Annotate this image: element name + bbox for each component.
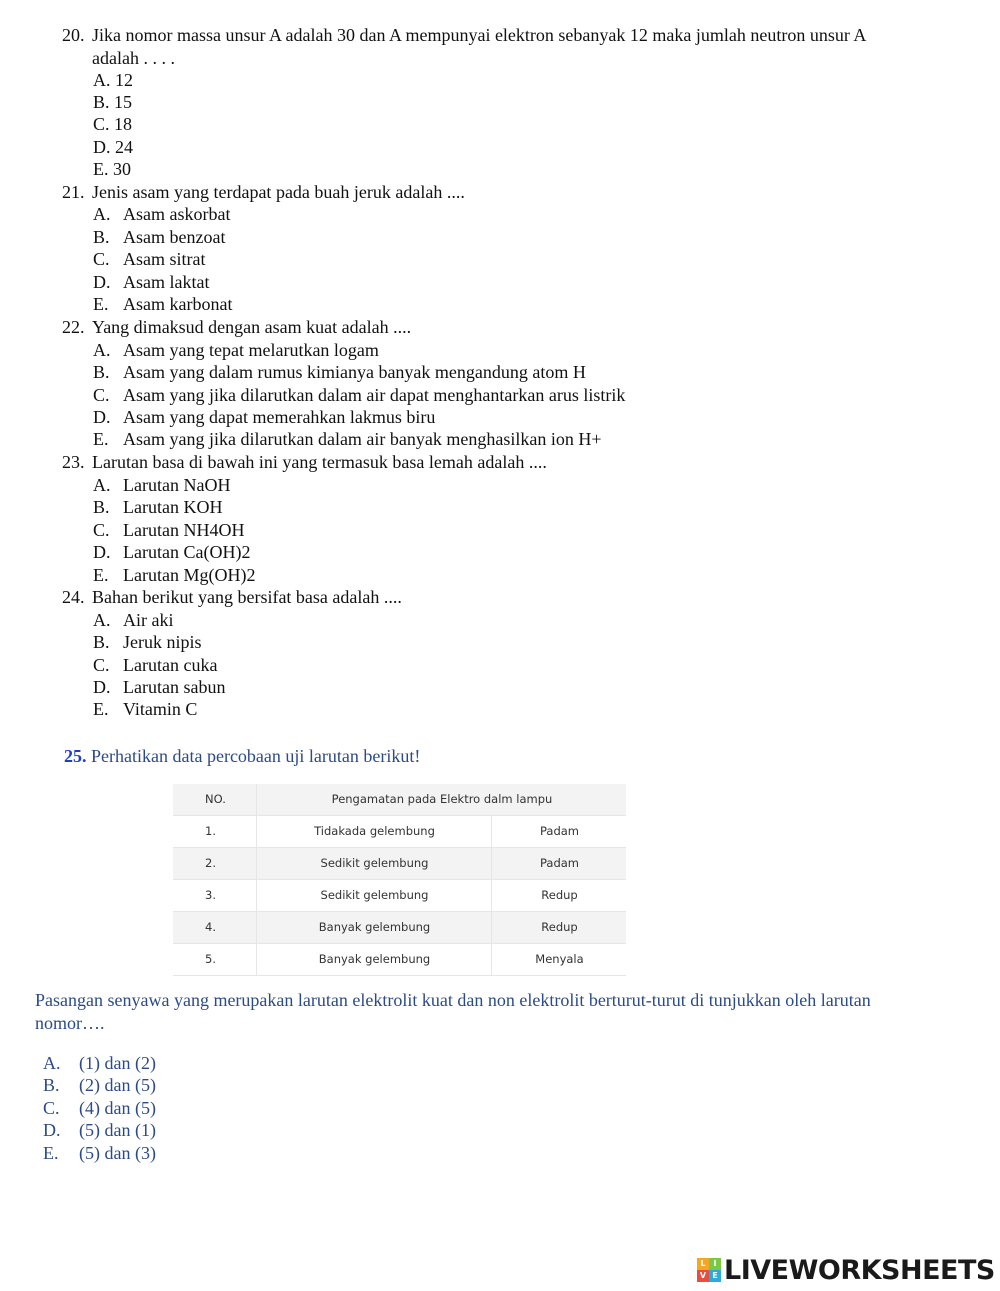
q20-text-cont: adalah . . . . bbox=[92, 48, 175, 68]
option-letter: E. bbox=[43, 1143, 59, 1163]
header-observation: Pengamatan pada Elektro dalm lampu bbox=[256, 784, 627, 815]
option-text: Jeruk nipis bbox=[123, 632, 202, 652]
q22-option-d[interactable] bbox=[93, 406, 435, 428]
q24-option-e[interactable] bbox=[93, 698, 197, 720]
option-text: Larutan cuka bbox=[123, 655, 218, 675]
q23-option-d[interactable] bbox=[93, 541, 250, 563]
q21-option-a[interactable] bbox=[93, 203, 230, 225]
q25-question-cont: nomor…. bbox=[35, 1013, 105, 1033]
cell-no: 3. bbox=[205, 888, 216, 902]
q25-option-e[interactable] bbox=[43, 1142, 156, 1164]
option-text: Asam sitrat bbox=[123, 249, 206, 269]
option-text: (2) dan (5) bbox=[79, 1075, 156, 1095]
q24-text: Bahan berikut yang bersifat basa adalah .... bbox=[92, 587, 402, 607]
cell-elektro: Sedikit gelembung bbox=[256, 880, 492, 911]
cell-no: 1. bbox=[205, 824, 216, 838]
q23-option-e[interactable] bbox=[93, 564, 255, 586]
option-letter: A. bbox=[93, 340, 111, 360]
q25-question: Pasangan senyawa yang merupakan larutan elektrolit kuat dan non elektrolit berturut-turut di tunjukkan oleh larutan bbox=[35, 990, 871, 1010]
option-text: Larutan NaOH bbox=[123, 475, 231, 495]
q25-text: Perhatikan data percobaan uji larutan berikut! bbox=[91, 746, 421, 766]
q21-option-b[interactable] bbox=[93, 226, 225, 248]
option-text: Larutan NH4OH bbox=[123, 520, 245, 540]
q25-stem bbox=[64, 745, 420, 767]
q23-text: Larutan basa di bawah ini yang termasuk basa lemah adalah .... bbox=[92, 452, 547, 472]
option-text: Asam yang dalam rumus kimianya banyak mengandung atom H bbox=[123, 362, 586, 382]
option-letter: C. bbox=[43, 1098, 60, 1118]
option-letter: D. bbox=[93, 272, 111, 292]
cell-elektro: Banyak gelembung bbox=[256, 944, 492, 975]
q21-option-c[interactable] bbox=[93, 248, 206, 270]
logo-tile: L bbox=[697, 1258, 709, 1270]
option-letter: A. bbox=[93, 204, 111, 224]
table-header-row bbox=[173, 784, 626, 816]
liveworksheets-logo bbox=[697, 1255, 995, 1285]
cell-elektro: Banyak gelembung bbox=[256, 912, 492, 943]
cell-no: 2. bbox=[205, 856, 216, 870]
option-letter: A. bbox=[93, 475, 111, 495]
q20-text: Jika nomor massa unsur A adalah 30 dan A mempunyai elektron sebanyak 12 maka jumlah neutron unsur A bbox=[92, 25, 867, 45]
table-row bbox=[173, 912, 626, 944]
logo-tile: E bbox=[709, 1270, 721, 1282]
option-text: Asam yang jika dilarutkan dalam air dapat menghantarkan arus listrik bbox=[123, 385, 626, 405]
table-row bbox=[173, 848, 626, 880]
cell-elektro: Tidakada gelembung bbox=[256, 816, 492, 847]
q20-option-a[interactable]: A. 12 bbox=[93, 70, 133, 90]
table-row bbox=[173, 880, 626, 912]
cell-lampu: Redup bbox=[491, 880, 627, 911]
option-text: Larutan sabun bbox=[123, 677, 226, 697]
q23-number: 23. bbox=[62, 452, 85, 472]
q20-option-d[interactable]: D. 24 bbox=[93, 137, 133, 157]
q25-option-d[interactable] bbox=[43, 1119, 156, 1141]
logo-mark-icon bbox=[697, 1258, 721, 1282]
option-letter: A. bbox=[93, 610, 111, 630]
q23-option-b[interactable] bbox=[93, 496, 222, 518]
option-text: Larutan KOH bbox=[123, 497, 223, 517]
option-text: Asam askorbat bbox=[123, 204, 231, 224]
q21-stem bbox=[62, 181, 465, 203]
q24-number: 24. bbox=[62, 587, 85, 607]
option-letter: E. bbox=[93, 294, 109, 314]
option-letter: D. bbox=[93, 542, 111, 562]
logo-tile: V bbox=[697, 1270, 709, 1282]
q24-stem bbox=[62, 586, 402, 608]
option-text: Larutan Ca(OH)2 bbox=[123, 542, 251, 562]
q24-option-b[interactable] bbox=[93, 631, 202, 653]
cell-lampu: Padam bbox=[491, 848, 627, 879]
option-text: Air aki bbox=[123, 610, 174, 630]
option-letter: C. bbox=[93, 249, 110, 269]
cell-lampu: Menyala bbox=[491, 944, 627, 975]
option-text: (5) dan (1) bbox=[79, 1120, 156, 1140]
option-letter: B. bbox=[93, 227, 110, 247]
q24-option-d[interactable] bbox=[93, 676, 225, 698]
option-letter: C. bbox=[93, 385, 110, 405]
option-text: (1) dan (2) bbox=[79, 1053, 156, 1073]
option-text: Asam yang tepat melarutkan logam bbox=[123, 340, 379, 360]
logo-tile: I bbox=[709, 1258, 721, 1270]
q23-option-a[interactable] bbox=[93, 474, 230, 496]
q20-option-b[interactable]: B. 15 bbox=[93, 92, 133, 112]
q25-option-a[interactable] bbox=[43, 1052, 156, 1074]
option-text: Asam karbonat bbox=[123, 294, 233, 314]
table-row bbox=[173, 816, 626, 848]
q23-stem bbox=[62, 451, 547, 473]
q22-number: 22. bbox=[62, 317, 85, 337]
q20-number: 20. bbox=[62, 25, 85, 45]
option-letter: D. bbox=[43, 1120, 61, 1140]
option-letter: E. bbox=[93, 429, 109, 449]
q22-stem bbox=[62, 316, 411, 338]
option-letter: E. bbox=[93, 699, 109, 719]
experiment-table bbox=[173, 784, 626, 976]
header-no: NO. bbox=[205, 792, 226, 806]
option-text: Larutan Mg(OH)2 bbox=[123, 565, 256, 585]
option-text: Asam yang jika dilarutkan dalam air banyak menghasilkan ion H+ bbox=[123, 429, 602, 449]
option-text: Asam yang dapat memerahkan lakmus biru bbox=[123, 407, 436, 427]
q21-option-d[interactable] bbox=[93, 271, 209, 293]
option-letter: E. bbox=[93, 565, 109, 585]
option-letter: B. bbox=[93, 497, 110, 517]
q25-option-b[interactable] bbox=[43, 1074, 156, 1096]
option-text: Asam benzoat bbox=[123, 227, 226, 247]
q23-option-c[interactable] bbox=[93, 519, 244, 541]
option-letter: B. bbox=[43, 1075, 60, 1095]
q24-option-a[interactable] bbox=[93, 609, 173, 631]
q21-option-e[interactable] bbox=[93, 293, 232, 315]
q20-option-e[interactable]: E. 30 bbox=[93, 159, 131, 179]
cell-lampu: Redup bbox=[491, 912, 627, 943]
option-text: (5) dan (3) bbox=[79, 1143, 156, 1163]
q20-option-c[interactable]: C. 18 bbox=[93, 114, 133, 134]
q22-option-a[interactable] bbox=[93, 339, 379, 361]
q21-number: 21. bbox=[62, 182, 85, 202]
cell-elektro: Sedikit gelembung bbox=[256, 848, 492, 879]
option-text: Asam laktat bbox=[123, 272, 210, 292]
option-letter: D. bbox=[93, 407, 111, 427]
option-text: (4) dan (5) bbox=[79, 1098, 156, 1118]
option-letter: A. bbox=[43, 1053, 61, 1073]
q25-option-c[interactable] bbox=[43, 1097, 156, 1119]
q22-option-c[interactable] bbox=[93, 384, 625, 406]
q25-number: 25. bbox=[64, 746, 87, 766]
option-letter: C. bbox=[93, 655, 110, 675]
q24-option-c[interactable] bbox=[93, 654, 217, 676]
option-letter: B. bbox=[93, 632, 110, 652]
q21-text: Jenis asam yang terdapat pada buah jeruk adalah .... bbox=[92, 182, 465, 202]
option-letter: B. bbox=[93, 362, 110, 382]
cell-no: 4. bbox=[205, 920, 216, 934]
table-row bbox=[173, 944, 626, 976]
cell-no: 5. bbox=[205, 952, 216, 966]
option-letter: C. bbox=[93, 520, 110, 540]
q20-stem bbox=[62, 24, 866, 46]
q22-option-e[interactable] bbox=[93, 428, 602, 450]
logo-text: LIVEWORKSHEETS bbox=[724, 1254, 995, 1286]
cell-lampu: Padam bbox=[491, 816, 627, 847]
option-text: Vitamin C bbox=[123, 699, 198, 719]
q22-text: Yang dimaksud dengan asam kuat adalah .... bbox=[92, 317, 412, 337]
option-letter: D. bbox=[93, 677, 111, 697]
q22-option-b[interactable] bbox=[93, 361, 586, 383]
